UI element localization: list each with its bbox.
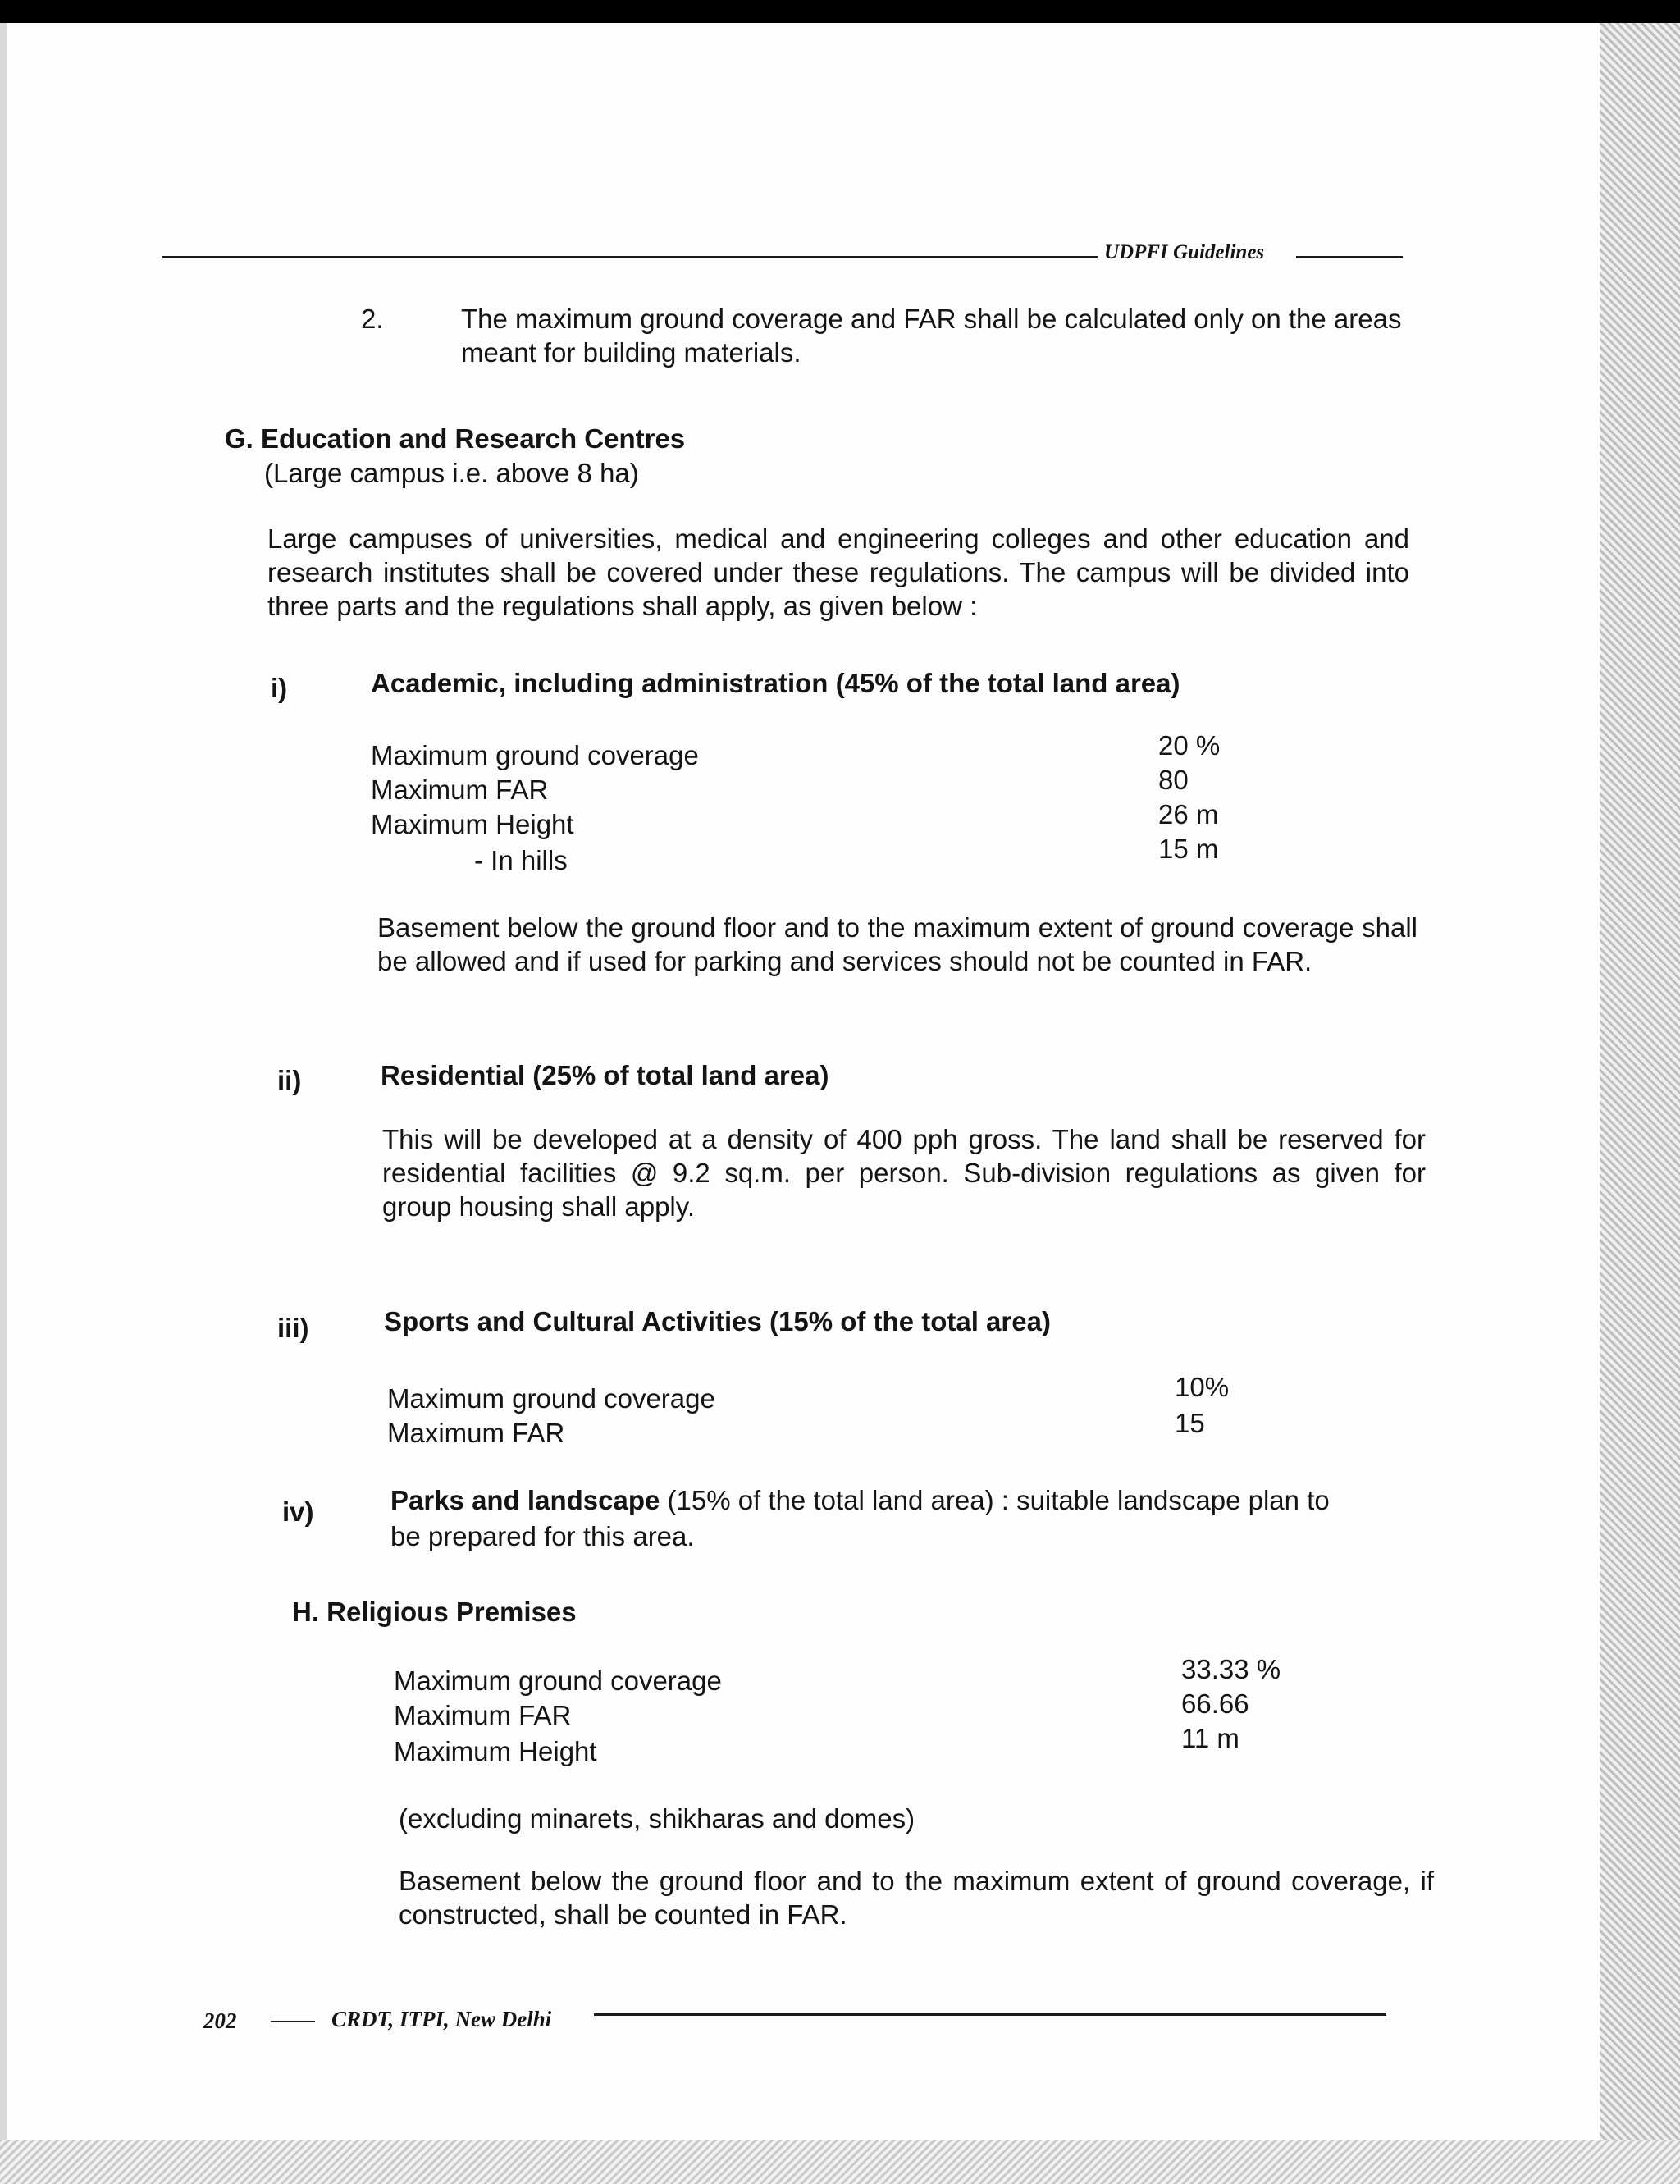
section-g-intro: Large campuses of universities, medical and engineering colleges and other education and research institutes shall be covered under these regulations. The campus will be divided into three parts and the regulations shall apply, as given below :: [267, 523, 1409, 621]
intro-item-number: 2.: [361, 304, 384, 334]
section-h-row-value: 11 m: [1181, 1723, 1239, 1753]
footer-source: CRDT, ITPI, New Delhi: [331, 2007, 552, 2031]
part-i-row-value: 20 %: [1158, 730, 1221, 761]
part-i-row-label: Maximum Height: [371, 809, 574, 839]
part-i-marker: i): [271, 673, 288, 703]
scan-border-right: [1600, 23, 1680, 2184]
header-title: UDPFI Guidelines: [1104, 241, 1265, 263]
scan-border-top: [0, 0, 1680, 23]
section-h-row-label: Maximum ground coverage: [394, 1665, 722, 1696]
part-i-row-value: 15 m: [1158, 834, 1219, 864]
part-iii-row-label: Maximum ground coverage: [387, 1383, 715, 1414]
part-iii-row-label: Maximum FAR: [387, 1418, 565, 1448]
section-h-row-label: Maximum Height: [394, 1736, 597, 1766]
part-i-row-value: 26 m: [1158, 799, 1219, 829]
part-i-row-label: Maximum ground coverage: [371, 740, 699, 770]
scan-border-bottom: [0, 2140, 1680, 2184]
footer-rule-left: [271, 2021, 315, 2022]
part-ii-text: This will be developed at a density of 400 pph gross. The land shall be reserved for residential facilities @ 9.2 sq.m. per person. Sub-division regulations as given for group housing shall apply.: [382, 1124, 1426, 1222]
section-h-row-value: 33.33 %: [1181, 1654, 1281, 1684]
document-page: [7, 23, 1600, 2140]
part-i-row-label: Maximum FAR: [371, 774, 549, 805]
part-iii-heading: Sports and Cultural Activities (15% of the total area): [384, 1306, 1051, 1336]
part-iv-text-line1: (15% of the total land area) : suitable landscape plan to: [667, 1485, 1330, 1515]
part-iii-marker: iii): [277, 1313, 309, 1343]
header-rule-right: [1296, 256, 1403, 258]
part-i-row-value: 80: [1158, 765, 1189, 795]
part-iii-row-value: 15: [1175, 1408, 1205, 1438]
part-iii-row-value: 10%: [1175, 1372, 1230, 1402]
section-h-exclusion: (excluding minarets, shikharas and domes): [399, 1803, 915, 1834]
section-g-subheading: (Large campus i.e. above 8 ha): [264, 458, 639, 488]
part-iv-marker: iv): [282, 1496, 314, 1527]
intro-item-text: The maximum ground coverage and FAR shall be calculated only on the areas meant for building materials.: [461, 304, 1402, 368]
part-ii-heading: Residential (25% of total land area): [381, 1060, 829, 1090]
section-h-row-value: 66.66: [1181, 1688, 1249, 1719]
part-iv-line1: [390, 1483, 1330, 1517]
part-i-heading: Academic, including administration (45% of the total land area): [371, 668, 1180, 698]
part-iv-heading: Parks and landscape: [390, 1485, 660, 1515]
footer-rule-right: [594, 2013, 1386, 2016]
part-iv-text-line2: be prepared for this area.: [390, 1521, 695, 1551]
part-i-row-label: - In hills: [474, 845, 568, 875]
part-i-note: Basement below the ground floor and to the maximum extent of ground coverage shall be allowed and if used for parking and services should not be counted in FAR.: [377, 912, 1418, 976]
section-g-heading: G. Education and Research Centres: [225, 423, 686, 454]
section-h-row-label: Maximum FAR: [394, 1700, 572, 1730]
part-ii-marker: ii): [277, 1065, 302, 1095]
footer-page-number: 202: [203, 2008, 237, 2033]
section-h-note: Basement below the ground floor and to the maximum extent of ground coverage, if constructed, shall be counted in FAR.: [399, 1866, 1434, 1930]
header-rule-left: [162, 256, 1098, 258]
section-h-heading: H. Religious Premises: [292, 1597, 577, 1627]
